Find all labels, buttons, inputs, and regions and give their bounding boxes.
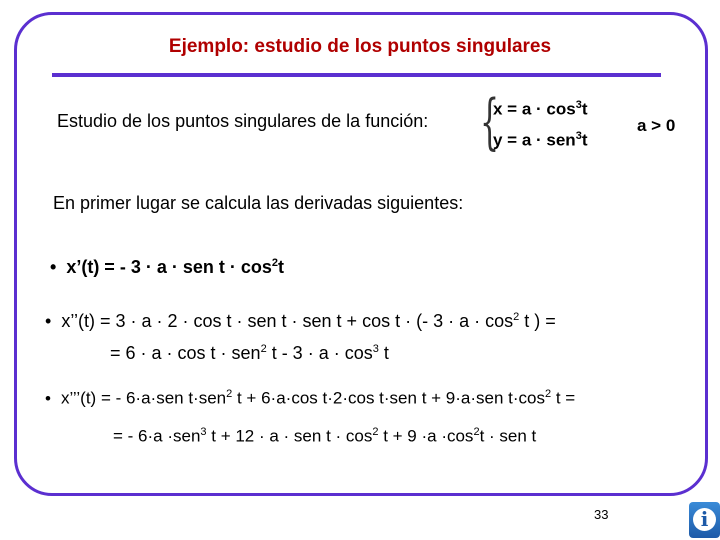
- info-button[interactable]: [689, 502, 720, 538]
- derivative-2: • x’’(t) = 3 · a · 2 · cos t · sen t · sen t + cos t · (- $3 \cdot a \cdot \cos^2 t$ ) =: [45, 311, 556, 331]
- derivative-3: • x’’’(t) = - 6·a·sen t·sen$^2$ t + 6·a·cos t·2·cos t·sen t + 9·a·sen $t\cdot\cos^2$ t =: [45, 388, 576, 408]
- derivative-2-result: = 6 · a · cos t · sen$^2$ $t - 3 \cdot a \cdot \cos^3 t$: [110, 343, 389, 363]
- condition-text: a > 0: [637, 116, 676, 135]
- equation-y: y = a · sen$^3$t: [493, 130, 588, 150]
- slide-frame: [14, 12, 708, 496]
- derivative-3-result: = - 6·a ·sen$^3$ t + 12 · a · sen $t \cdot \cos^2 t + 9 \cdot a \cdot\cos^2t$ · sen t: [113, 426, 537, 446]
- info-glyph: i: [700, 507, 709, 531]
- intro-text: Estudio de los puntos singulares de la función:: [57, 111, 429, 131]
- equation-x: $x = a \cdot \cos^3t$: [493, 99, 588, 119]
- slide-title: Ejemplo: estudio de los puntos singulares: [168, 36, 552, 57]
- derivative-1: • x’(t) = - 3 · a · sen $t \cdot \cos^2t$: [50, 257, 284, 277]
- title-underline: [52, 73, 661, 77]
- page-number: 33: [594, 507, 609, 522]
- calc-intro: En primer lugar se calcula las derivadas siguientes:: [53, 193, 464, 213]
- system-brace: {: [480, 87, 500, 157]
